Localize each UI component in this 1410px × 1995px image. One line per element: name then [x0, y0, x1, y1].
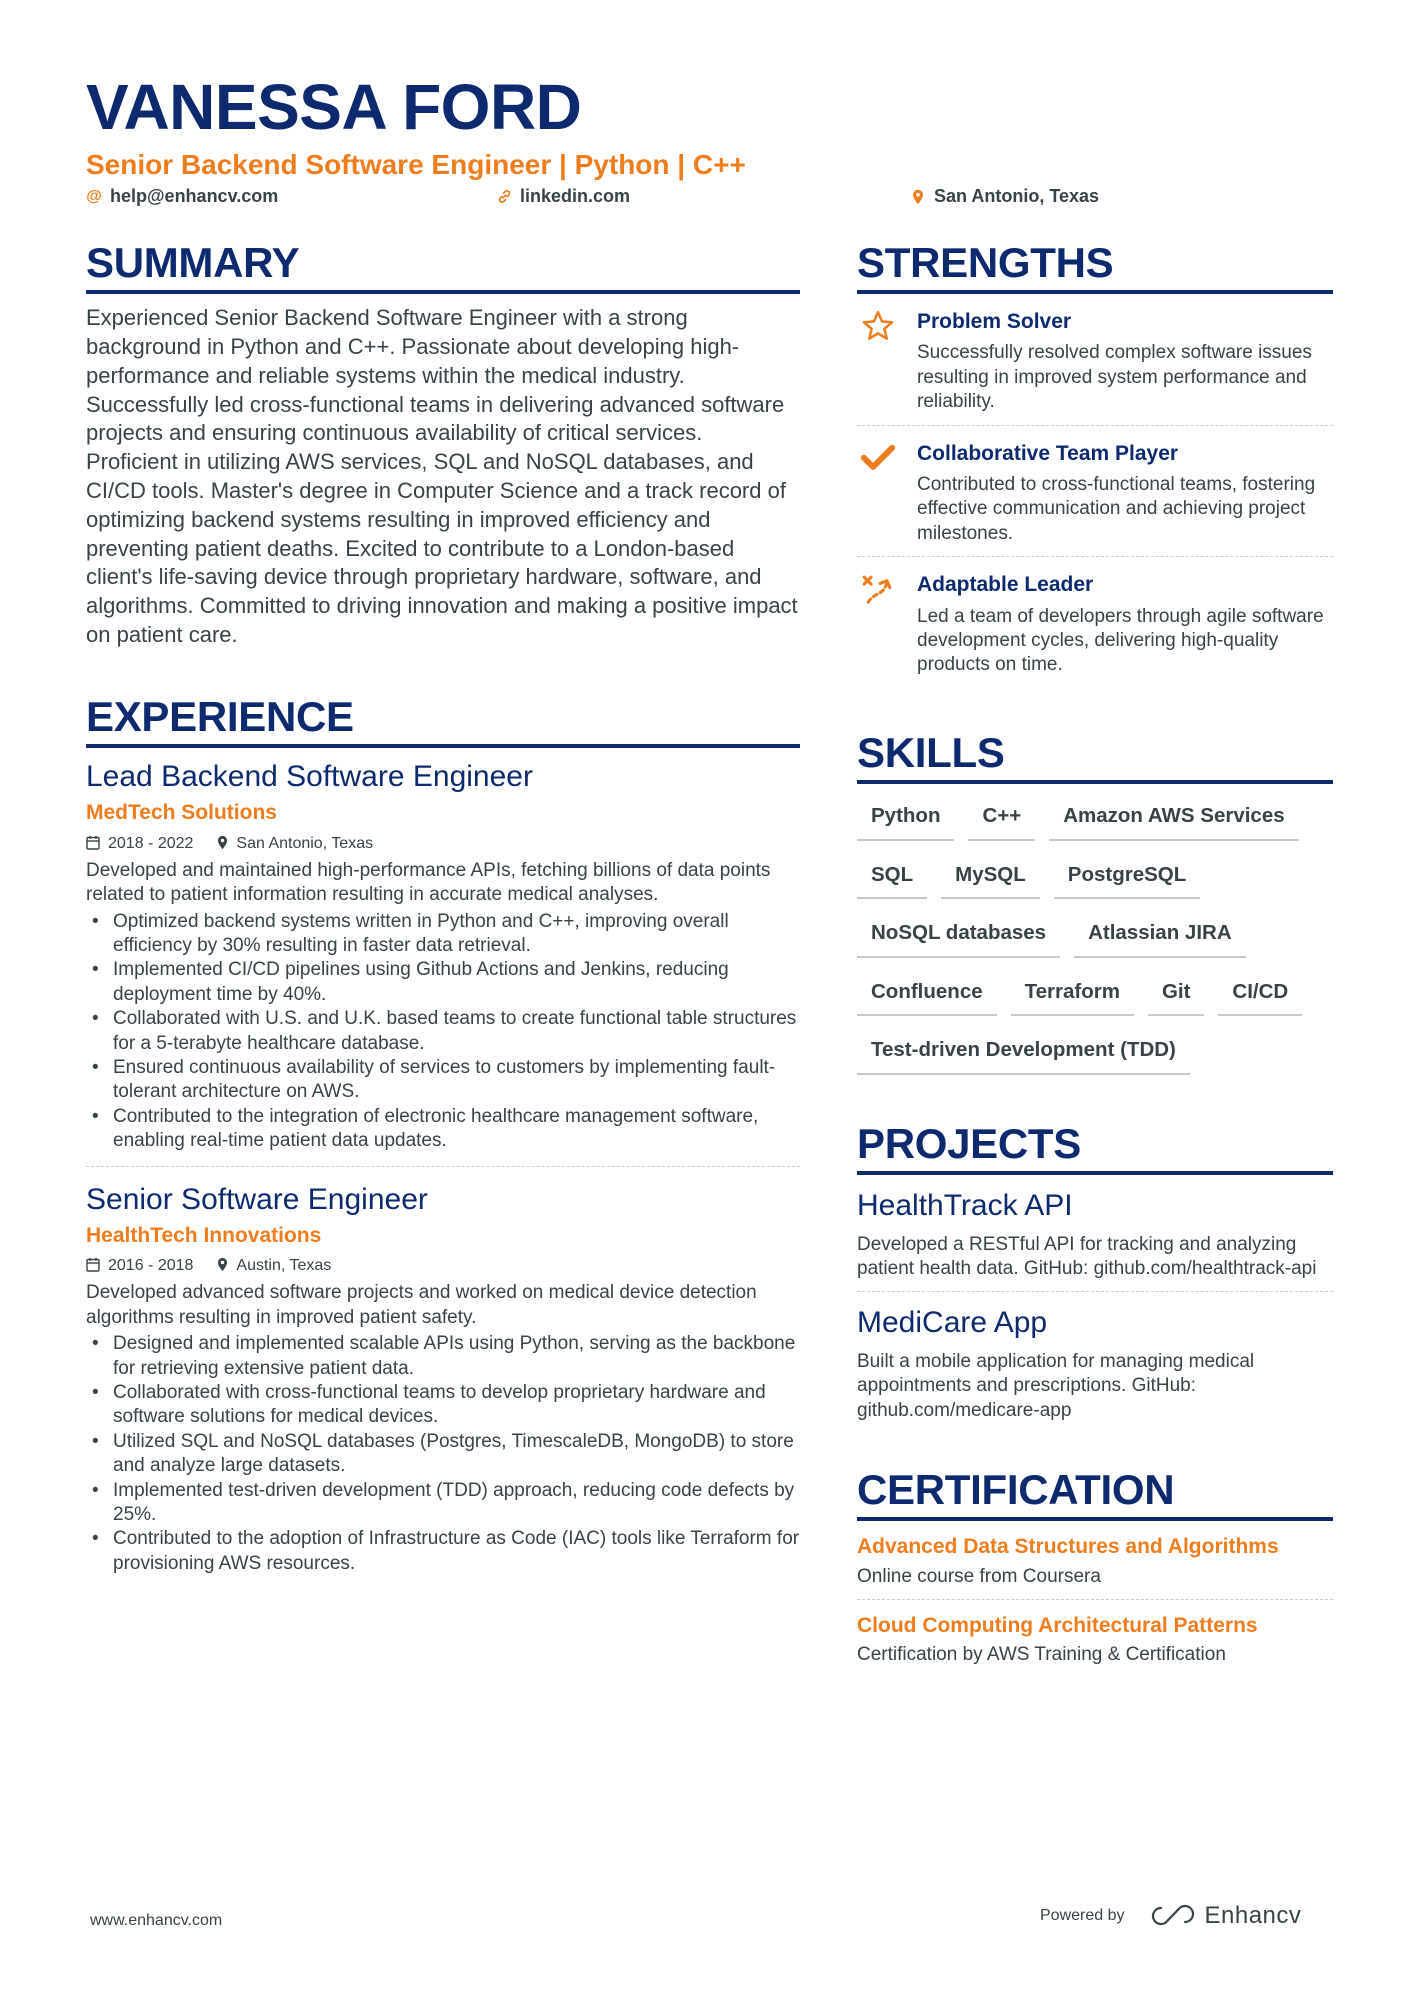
job-meta [86, 1255, 800, 1277]
job-company: HealthTech Innovations [86, 1224, 322, 1248]
strengths-section [857, 240, 1333, 688]
strengths-heading: STRENGTHS [857, 240, 1333, 294]
contact-location-text: San Antonio, Texas [934, 186, 1100, 206]
enhancv-logo-icon [1149, 1904, 1197, 1928]
calendar-icon [86, 1257, 100, 1275]
certification-section [857, 1467, 1333, 1678]
footer-website[interactable]: www.enhancv.com [90, 1912, 223, 1929]
project-title: HealthTrack API [857, 1189, 1073, 1223]
skill-tag: SQL [857, 855, 927, 900]
map-pin-icon [217, 1257, 228, 1275]
job-dates-text: 2016 - 2018 [108, 1257, 194, 1275]
certification-title: Cloud Computing Architectural Patterns [857, 1614, 1258, 1637]
job-bullet: • Utilized SQL and NoSQL databases (Postgres, TimescaleDB, MongoDB) to store and analyze large datasets. [86, 1430, 800, 1479]
skill-tag: Terraform [1011, 972, 1134, 1017]
skill-tag: C++ [968, 796, 1035, 841]
skill-tag: MySQL [941, 855, 1040, 900]
certification-heading: CERTIFICATION [857, 1467, 1333, 1521]
job-title: Senior Software Engineer [86, 1182, 428, 1216]
experience-section [86, 694, 800, 1577]
skills-heading: SKILLS [857, 730, 1333, 784]
job-bullet: • Optimized backend systems written in Python and C++, improving overall efficiency by 30% resulting in faster data retrieval. [86, 910, 800, 959]
job-bullet: • Ensured continuous availability of services to customers by implementing fault-tolerant architecture on AWS. [86, 1056, 800, 1105]
job-title: Lead Backend Software Engineer [86, 759, 533, 793]
contact-email[interactable] [86, 186, 278, 207]
certification-description: Online course from Coursera [857, 1565, 1101, 1587]
job-bullet: • Collaborated with cross-functional teams to develop proprietary hardware and software solutions for medical devices. [86, 1381, 800, 1430]
strength-title: Problem Solver [917, 310, 1072, 334]
strength-item [857, 426, 1333, 558]
job-bullet: • Collaborated with U.S. and U.K. based teams to create functional table structures for a 5-terabyte healthcare database. [86, 1007, 800, 1056]
job-company: MedTech Solutions [86, 801, 277, 825]
job-dates-text: 2018 - 2022 [108, 834, 194, 852]
link-icon [496, 189, 512, 204]
enhancv-logo[interactable] [1149, 1902, 1302, 1930]
left-column [86, 240, 800, 1576]
map-pin-icon [910, 189, 926, 205]
job-location [217, 835, 373, 853]
certification-description: Certification by AWS Training & Certification [857, 1644, 1226, 1666]
footer-branding [1040, 1902, 1301, 1930]
job-entry [86, 748, 800, 1154]
project-item [857, 1175, 1333, 1291]
contact-bar [86, 186, 1326, 210]
project-description: Built a mobile application for managing medical appointments and prescriptions. GitHub: github.com/medicare-app [857, 1350, 1255, 1421]
job-bullet: • Contributed to the adoption of Infrastructure as Code (IAC) tools like Terraform for provisioning AWS resources. [86, 1527, 800, 1576]
job-description: Developed and maintained high-performance APIs, fetching billions of data points related to patient information resulting in accurate medical analyses. [86, 859, 771, 906]
route-icon [857, 571, 917, 678]
skill-tag: Test-driven Development (TDD) [857, 1030, 1190, 1075]
strength-description: Successfully resolved complex software issues resulting in improved system performance and reliability. [917, 342, 1312, 413]
at-icon: @ [86, 187, 102, 205]
contact-linkedin-text: linkedin.com [520, 186, 631, 206]
contact-linkedin[interactable] [496, 186, 630, 207]
right-column [857, 240, 1333, 1678]
job-bullets [86, 1332, 800, 1576]
projects-section [857, 1121, 1333, 1433]
summary-text: Experienced Senior Backend Software Engineer with a strong background in Python and C++. Passionate about developing high-performance and reliable systems within the medical industry. Successfully led cross-functional teams in delivering advanced software projects and ensuring continuous availability of critical services. Proficient in utilizing AWS services, SQL and NoSQL databases, and CI/CD tools. Master's degree in Computer Science and a track record of optimizing backend systems resulting in improved efficiency and preventing patient deaths. Excited to contribute to a London-based client's life-saving device through proprietary hardware, software, and algorithms. Committed to driving innovation and making a positive impact on patient care. [86, 305, 798, 647]
skill-tag: Atlassian JIRA [1074, 913, 1246, 958]
strength-item [857, 294, 1333, 426]
contact-email-text: help@enhancv.com [110, 186, 279, 206]
candidate-headline: Senior Backend Software Engineer | Python | C++ [86, 149, 746, 180]
skill-tag: NoSQL databases [857, 913, 1060, 958]
map-pin-icon [217, 835, 228, 853]
job-dates [86, 835, 193, 853]
skills-list [857, 796, 1333, 1089]
skill-tag: Git [1148, 972, 1204, 1017]
skill-tag: Python [857, 796, 954, 841]
job-bullet: • Designed and implemented scalable APIs using Python, serving as the backbone for retrieving extensive patient data. [86, 1332, 800, 1381]
certification-title: Advanced Data Structures and Algorithms [857, 1535, 1279, 1559]
skill-tag: CI/CD [1218, 972, 1302, 1017]
job-bullets [86, 910, 800, 1154]
summary-heading: SUMMARY [86, 240, 800, 294]
job-entry [86, 1166, 800, 1577]
job-location-text: San Antonio, Texas [236, 834, 374, 852]
star-icon [857, 308, 917, 415]
job-location-text: Austin, Texas [236, 1257, 332, 1275]
strength-item [857, 557, 1333, 688]
job-bullet: • Implemented test-driven development (TDD) approach, reducing code defects by 25%. [86, 1479, 800, 1528]
job-bullet: • Implemented CI/CD pipelines using Github Actions and Jenkins, reducing deployment time by 40%. [86, 958, 800, 1007]
strength-title: Adaptable Leader [917, 573, 1094, 597]
strength-description: Contributed to cross-functional teams, fostering effective communication and achieving project milestones. [917, 474, 1316, 544]
job-meta [86, 833, 800, 855]
powered-by-label: Powered by [1040, 1907, 1125, 1924]
project-title: MediCare App [857, 1306, 1048, 1340]
summary-section [86, 240, 800, 650]
certification-item [857, 1521, 1333, 1599]
calendar-icon [86, 835, 100, 853]
projects-heading: PROJECTS [857, 1121, 1333, 1175]
enhancv-logo-text: Enhancv [1204, 1902, 1302, 1929]
project-description: Developed a RESTful API for tracking and analyzing patient health data. GitHub: github.com/healthtrack-api [857, 1233, 1317, 1279]
project-item [857, 1291, 1333, 1433]
strength-description: Led a team of developers through agile software development cycles, delivering high-quality products on time. [917, 605, 1324, 676]
job-dates [86, 1257, 193, 1275]
job-location [217, 1257, 331, 1275]
skill-tag: Amazon AWS Services [1049, 796, 1298, 841]
skills-section [857, 730, 1333, 1089]
skill-tag: Confluence [857, 972, 997, 1017]
job-bullet: • Contributed to the integration of electronic healthcare management software, enabling real-time patient data updates. [86, 1105, 800, 1154]
certification-item [857, 1599, 1333, 1678]
checkmark-icon [857, 440, 917, 547]
experience-heading: EXPERIENCE [86, 694, 800, 748]
contact-location [910, 186, 1099, 207]
strength-title: Collaborative Team Player [917, 441, 1179, 465]
candidate-name: VANESSA FORD [86, 71, 582, 143]
job-description: Developed advanced software projects and worked on medical device detection algorithms resulting in improved patient safety. [86, 1282, 757, 1328]
skill-tag: PostgreSQL [1054, 855, 1200, 900]
